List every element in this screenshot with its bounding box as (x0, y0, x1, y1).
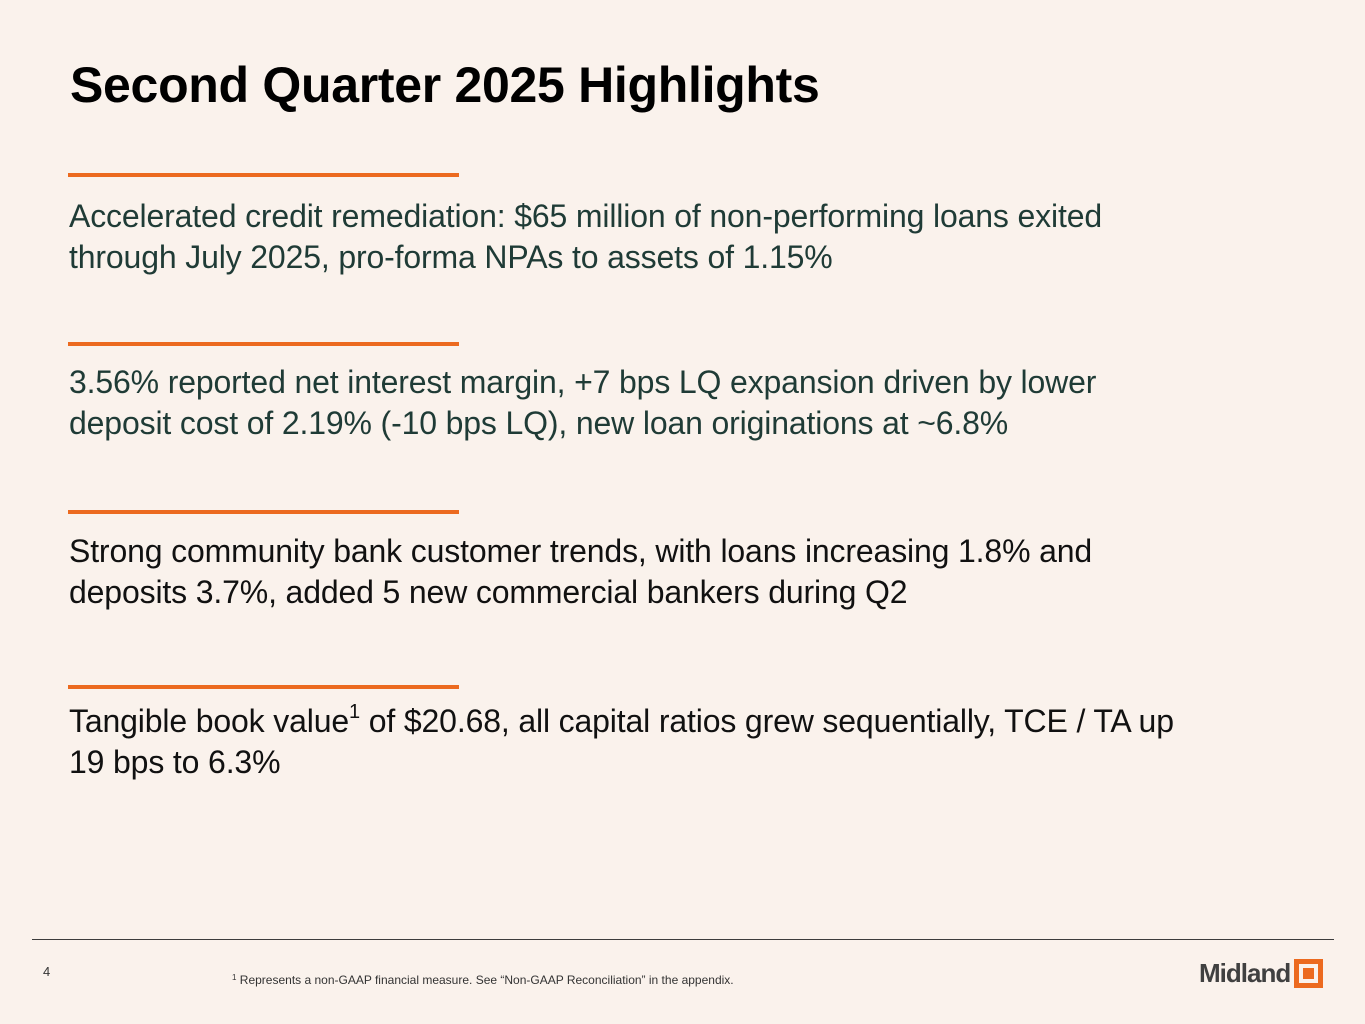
footnote-text: Represents a non-GAAP financial measure. See “Non-GAAP Reconciliation” in the appendix. (236, 973, 734, 987)
highlight-tangible-book-value (69, 701, 1309, 783)
logo-text: Midland (1199, 958, 1291, 988)
highlight-text-line: deposit cost of 2.19% (-10 bps LQ), new loan originations at ~6.8% (69, 405, 1009, 441)
highlight-customer-trends (69, 531, 1309, 613)
page-number: 4 (43, 964, 51, 979)
page-title: Second Quarter 2025 Highlights (70, 57, 820, 113)
footnote-reference: 1 (349, 701, 361, 723)
highlight-divider (68, 173, 459, 177)
footnote (232, 973, 734, 987)
highlight-divider (68, 510, 459, 514)
highlight-text-line: 19 bps to 6.3% (69, 744, 281, 780)
highlight-text-segment: of $20.68, all capital ratios grew sequentially, TCE / TA up (360, 703, 1174, 739)
highlight-divider (68, 685, 459, 689)
footnote-marker: 1 (232, 973, 237, 982)
highlight-text-line: Strong community bank customer trends, with loans increasing 1.8% and (69, 533, 1093, 569)
highlight-divider (68, 342, 459, 346)
highlight-net-interest-margin (69, 362, 1309, 444)
highlight-text-line: through July 2025, pro-forma NPAs to assets of 1.15% (69, 239, 833, 275)
highlight-text-line: Accelerated credit remediation: $65 million of non-performing loans exited (69, 198, 1103, 234)
highlight-text-line: 3.56% reported net interest margin, +7 bps LQ expansion driven by lower (69, 364, 1097, 400)
midland-square-logo-icon (1294, 959, 1323, 988)
highlight-credit-remediation (69, 196, 1309, 278)
highlight-text-line: deposits 3.7%, added 5 new commercial bankers during Q2 (69, 574, 908, 610)
midland-logo (1199, 958, 1323, 989)
footer-divider (32, 939, 1334, 940)
highlight-text-segment: Tangible book value (69, 703, 350, 739)
